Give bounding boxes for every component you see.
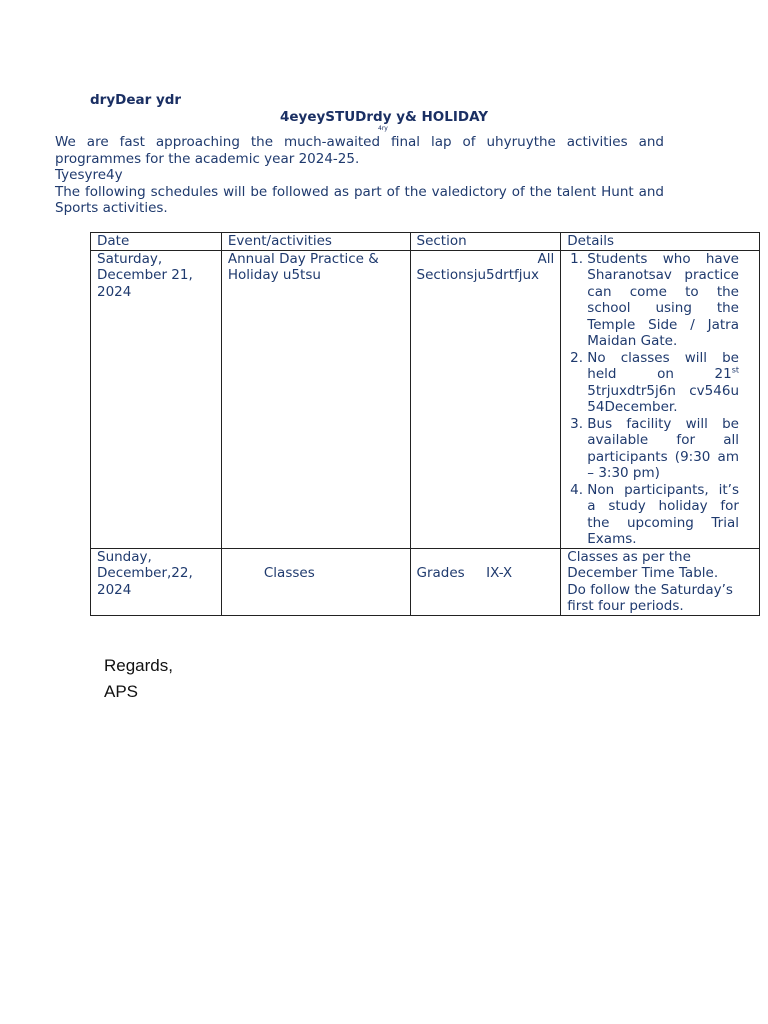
salutation: dryDear ydr xyxy=(90,92,182,108)
table-header-row xyxy=(91,233,760,251)
schedule-table xyxy=(90,232,760,616)
table-row xyxy=(91,548,760,615)
cell-section xyxy=(410,250,561,548)
schedule-intro-paragraph: The following schedules will be followed as part of the valedictory of the talent Hunt and Sports activities. xyxy=(55,183,664,216)
detail-text: No classes will be held on 21 xyxy=(587,349,739,382)
cell-details xyxy=(561,250,760,548)
header-event: Event/activities xyxy=(221,233,410,251)
title-superscript: 4ry xyxy=(378,125,388,132)
letter-body xyxy=(55,134,664,217)
header-details: Details xyxy=(561,233,760,251)
details-list xyxy=(567,251,739,548)
cell-event: Classes xyxy=(221,548,410,615)
regards-text: Regards, xyxy=(104,656,173,675)
header-section: Section xyxy=(410,233,561,251)
signature: APS xyxy=(104,682,139,701)
cell-date: Sunday, December,22, 2024 xyxy=(91,548,222,615)
cell-section: Grades IX-X xyxy=(410,548,561,615)
detail-item: 3. Bus facility will be available for all participants (9:30 am – 3:30 pm) xyxy=(587,416,739,482)
detail-item: 1. Students who have Sharanotsav practice can come to the school using the Temple Side / Jatra Maidan Gate. xyxy=(587,251,739,350)
intro-paragraph: We are fast approaching the much-awaited final lap of uhyruythe activities and programmes for the academic year 2024-25. xyxy=(55,134,664,167)
detail-item: 4. Non participants, it’s a study holiday for the upcoming Trial Exams. xyxy=(587,482,739,548)
cell-event: Annual Day Practice & Holiday u5tsu xyxy=(221,250,410,548)
cell-details: Classes as per the December Time Table. Do follow the Saturday’s first four periods. xyxy=(561,548,760,615)
stray-text-line: Tyesyre4y xyxy=(55,167,123,183)
detail-item xyxy=(587,350,739,416)
document-title: 4eyeySTUDrdy y& HOLIDAY xyxy=(279,109,489,125)
cell-date: Saturday, December 21, 2024 xyxy=(91,250,222,548)
detail-text: 5trjuxdtr5j6n cv546u 54December. xyxy=(587,382,739,415)
closing xyxy=(104,653,173,705)
header-date: Date xyxy=(91,233,222,251)
section-line-2: Sectionsju5drtfjux xyxy=(416,267,540,283)
section-line-1: All xyxy=(537,250,555,267)
table-row xyxy=(91,250,760,548)
detail-superscript: st xyxy=(731,365,739,375)
